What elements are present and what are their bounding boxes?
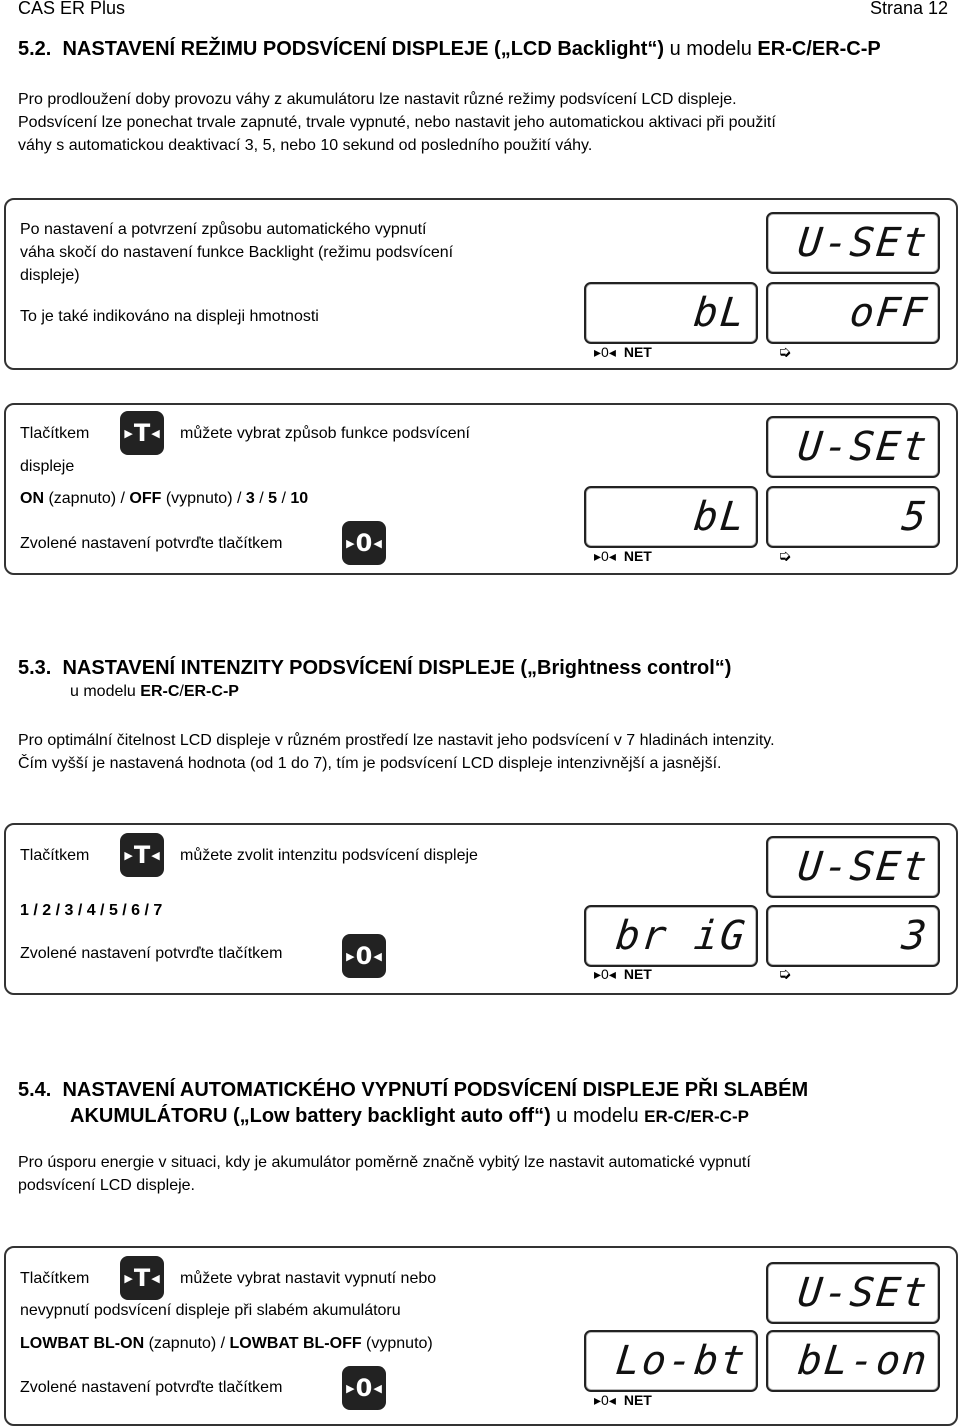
zero-net-indicator: ▸0◂ NET xyxy=(594,966,652,982)
lcd-display-top: U-SEt xyxy=(766,836,940,898)
zero-key-icon: ▶ 0 ◀ xyxy=(342,521,386,565)
section-5-3-model: u modelu ER-C/ER-C-P xyxy=(70,683,239,700)
zero-key-icon: ▶ 0 ◀ xyxy=(342,1366,386,1410)
low-battery-options: LOWBAT BL-ON (zapnuto) / LOWBAT BL-OFF (vypnuto) xyxy=(20,1335,433,1352)
zero-net-indicator: ▸0◂ NET xyxy=(594,1392,652,1408)
confirm-text: Zvolené nastavení potvrďte tlačítkem xyxy=(20,1379,283,1396)
lcd-display-top: U-SEt xyxy=(766,416,940,478)
section-5-3-paragraph: Pro optimální čitelnost LCD displeje v různém prostředí lze nastavit jeho podsvícení v 7 hladinách intenzity. Čím vyšší je nastavená hodnota (od 1 do 7), tím je podsvícení LCD displeje intenzivnější a jasnější. xyxy=(18,732,775,772)
lcd-display-left: Lo-bt xyxy=(584,1330,758,1392)
zero-net-indicator: ▸0◂ NET xyxy=(594,548,652,564)
section-5-2-paragraph: Pro prodloužení doby provozu váhy z akumulátoru lze nastavit různé režimy podsvícení LCD displeje. Podsvícení lze ponechat trvale zapnuté, trvale vypnuté, nebo nastavit jeho automatickou aktivaci při použití váhy s automatickou deaktivací 3, 5, nebo 10 sekund od posledního použití váhy. xyxy=(18,91,776,154)
section-5-4-title-line2: AKUMULÁTORU („Low battery backlight auto off“) u modelu ER-C/ER-C-P xyxy=(70,1105,749,1127)
tare-key-icon: ▶ T ◀ xyxy=(120,411,164,455)
confirm-text: Zvolené nastavení potvrďte tlačítkem xyxy=(20,945,283,962)
backlight-arrow-icon: ➭ xyxy=(778,548,792,565)
tare-key-icon: ▶ T ◀ xyxy=(120,1256,164,1300)
brightness-options: 1 / 2 / 3 / 4 / 5 / 6 / 7 xyxy=(20,902,163,919)
lcd-display-right: oFF xyxy=(766,282,940,344)
section-5-4-paragraph: Pro úsporu energie v situaci, kdy je akumulátor poměrně značně vybitý lze nastavit automatické vypnutí podsvícení LCD displeje. xyxy=(18,1154,751,1194)
indication-text: To je také indikováno na displeji hmotnosti xyxy=(20,308,319,325)
zero-key-icon: ▶ 0 ◀ xyxy=(342,934,386,978)
tare-button-label-suffix: můžete zvolit intenzitu podsvícení displeje xyxy=(180,847,478,864)
page-number: Strana 12 xyxy=(869,0,948,18)
lcd-display-left: bL xyxy=(584,282,758,344)
lcd-display-top: U-SEt xyxy=(766,212,940,274)
doc-header-left: CAS ER Plus xyxy=(18,0,126,18)
lcd-display-right: bL-on xyxy=(766,1330,940,1392)
section-5-4-title: 5.4. NASTAVENÍ AUTOMATICKÉHO VYPNUTÍ PODSVÍCENÍ DISPLEJE PŘI SLABÉM xyxy=(18,1079,809,1101)
tare-button-label-suffix: můžete vybrat způsob funkce podsvícení xyxy=(180,425,470,442)
lcd-display-right: 3 xyxy=(766,905,940,967)
tare-button-label-prefix: Tlačítkem xyxy=(20,425,90,442)
backlight-info-text: Po nastavení a potvrzení způsobu automatického vypnutí váha skočí do nastavení funkce Backlight (režimu podsvícení displeje) xyxy=(20,221,454,284)
mode-options: ON (zapnuto) / OFF (vypnuto) / 3 / 5 / 10 xyxy=(20,490,309,507)
tare-button-label-prefix: Tlačítkem xyxy=(20,1270,90,1287)
tare-button-label-prefix: Tlačítkem xyxy=(20,847,90,864)
tare-key-icon: ▶ T ◀ xyxy=(120,833,164,877)
zero-net-indicator: ▸0◂ NET xyxy=(594,344,652,360)
tare-button-label-suffix: můžete vybrat nastavit vypnutí nebo xyxy=(180,1270,437,1287)
section-5-3-title: 5.3. NASTAVENÍ INTENZITY PODSVÍCENÍ DISPLEJE („Brightness control“) xyxy=(18,657,732,679)
lcd-display-left: br iG xyxy=(584,905,758,967)
backlight-arrow-icon: ➭ xyxy=(778,344,792,361)
lcd-display-right: 5 xyxy=(766,486,940,548)
confirm-text: Zvolené nastavení potvrďte tlačítkem xyxy=(20,535,283,552)
backlight-arrow-icon: ➭ xyxy=(778,966,792,983)
lcd-display-left: bL xyxy=(584,486,758,548)
mode-text-line2: displeje xyxy=(20,458,75,475)
section-5-2-title: 5.2. NASTAVENÍ REŽIMU PODSVÍCENÍ DISPLEJE („LCD Backlight“) u modelu ER-C/ER-C-P xyxy=(18,38,881,60)
low-battery-text-line2: nevypnutí podsvícení displeje při slabém akumulátoru xyxy=(20,1302,401,1319)
lcd-display-top: U-SEt xyxy=(766,1262,940,1324)
